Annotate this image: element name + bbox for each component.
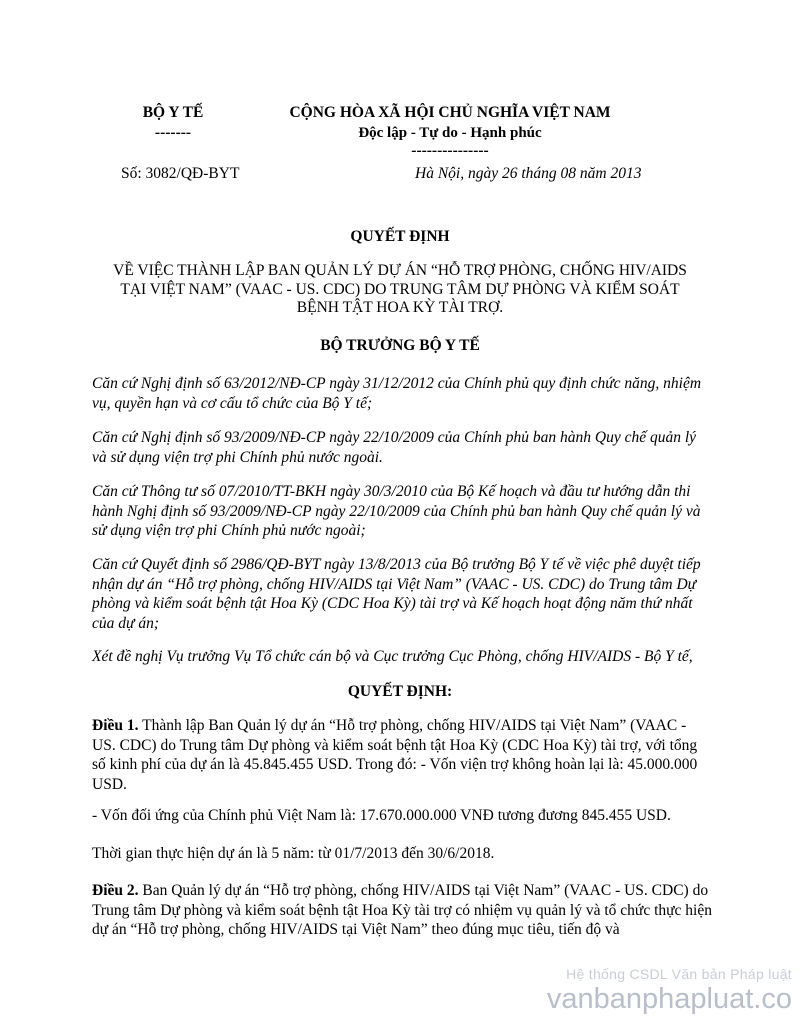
document-title: QUYẾT ĐỊNH <box>350 228 450 245</box>
watermark-tagline: Hệ thống CSDL Văn bản Pháp luật <box>566 966 792 982</box>
article-1-duration: Thời gian thực hiện dự án là 5 năm: từ 01/7/2013 đến 30/6/2018. <box>92 845 495 862</box>
motto-underline: --------------- <box>411 142 489 159</box>
national-header <box>270 103 630 161</box>
preamble-item: Căn cứ Thông tư số 07/2010/TT-BKH ngày 30/3/2010 của Bộ Kế hoạch và đầu tư hướng dẫn thi hành Nghị định số 93/2009/NĐ-CP ngày 22/10/2009 của Chính phủ ban hành Quy chế quản lý và sử dụng viện trợ phi Chính phủ nước ngoài; <box>92 483 701 539</box>
decision-heading: QUYẾT ĐỊNH: <box>347 683 453 700</box>
ministry-name: BỘ Y TẾ <box>142 104 204 121</box>
article-2-text: Ban Quản lý dự án “Hỗ trợ phòng, chống HIV/AIDS tại Việt Nam” (VAAC - US. CDC) do Trung tâm Dự phòng và kiểm soát bệnh tật Hoa Kỳ tài trợ có nhiệm vụ quản lý và tổ chức thực hiện dự án “Hỗ trợ phòng, chống HIV/AIDS tại Việt Nam” theo đúng mục tiêu, tiến độ và <box>92 882 712 938</box>
ministry-header <box>118 103 228 143</box>
place-and-date: Hà Nội, ngày 26 tháng 08 năm 2013 <box>415 165 642 182</box>
preamble-item: Căn cứ Nghị định số 63/2012/NĐ-CP ngày 31/12/2012 của Chính phủ quy định chức năng, nhiệm vụ, quyền hạn và cơ cấu tổ chức của Bộ Y tế; <box>92 375 702 412</box>
document-subject: VỀ VIỆC THÀNH LẬP BAN QUẢN LÝ DỰ ÁN “HỖ TRỢ PHÒNG, CHỐNG HIV/AIDS TẠI VIỆT NAM” (VAAC - US. CDC) DO TRUNG TÂM DỰ PHÒNG VÀ KIỂM SOÁT BỆNH TẬT HOA KỲ TÀI TRỢ. <box>113 262 687 316</box>
document-number: Số: 3082/QĐ-BYT <box>121 165 240 182</box>
article-1-text: Thành lập Ban Quản lý dự án “Hỗ trợ phòng, chống HIV/AIDS tại Việt Nam” (VAAC - US. CDC) do Trung tâm Dự phòng và kiểm soát bệnh tật Hoa Kỳ (CDC Hoa Kỳ) tài trợ, với tổng số kinh phí của dự án là 45.845.455 USD. Trong đó: - Vốn viện trợ không hoàn lại là: 45.000.000 USD. <box>92 717 698 793</box>
country-name: CỘNG HÒA XÃ HỘI CHỦ NGHĨA VIỆT NAM <box>289 104 611 121</box>
article-1-counterpart: - Vốn đối ứng của Chính phủ Việt Nam là: 17.670.000.000 VNĐ tương đương 845.455 USD. <box>92 807 671 824</box>
ministry-underline: ------- <box>154 124 192 141</box>
article-2 <box>92 881 712 940</box>
watermark <box>547 966 792 1016</box>
article-1-label: Điều 1. <box>92 717 139 734</box>
national-motto: Độc lập - Tự do - Hạnh phúc <box>358 125 542 141</box>
article-2-label: Điều 2. <box>92 882 139 899</box>
watermark-site: vanbanphapluat.co <box>546 983 792 1015</box>
issuing-authority: BỘ TRƯỞNG BỘ Y TẾ <box>320 337 480 354</box>
preamble-item: Xét đề nghị Vụ trưởng Vụ Tổ chức cán bộ và Cục trưởng Cục Phòng, chống HIV/AIDS - Bộ Y tế, <box>92 648 693 665</box>
preamble-item: Căn cứ Quyết định số 2986/QĐ-BYT ngày 13/8/2013 của Bộ trưởng Bộ Y tế về việc phê duyệt tiếp nhận dự án “Hỗ trợ phòng, chống HIV/AIDS tại Việt Nam” (VAAC - US. CDC) do Trung tâm Dự phòng và kiểm soát bệnh tật Hoa Kỳ (CDC Hoa Kỳ) tài trợ và Kế hoạch hoạt động năm thứ nhất của dự án; <box>92 556 701 632</box>
preamble-item: Căn cứ Nghị định số 93/2009/NĐ-CP ngày 22/10/2009 của Chính phủ ban hành Quy chế quản lý và sử dụng viện trợ phi Chính phủ nước ngoài. <box>92 429 697 466</box>
article-1 <box>92 716 712 794</box>
